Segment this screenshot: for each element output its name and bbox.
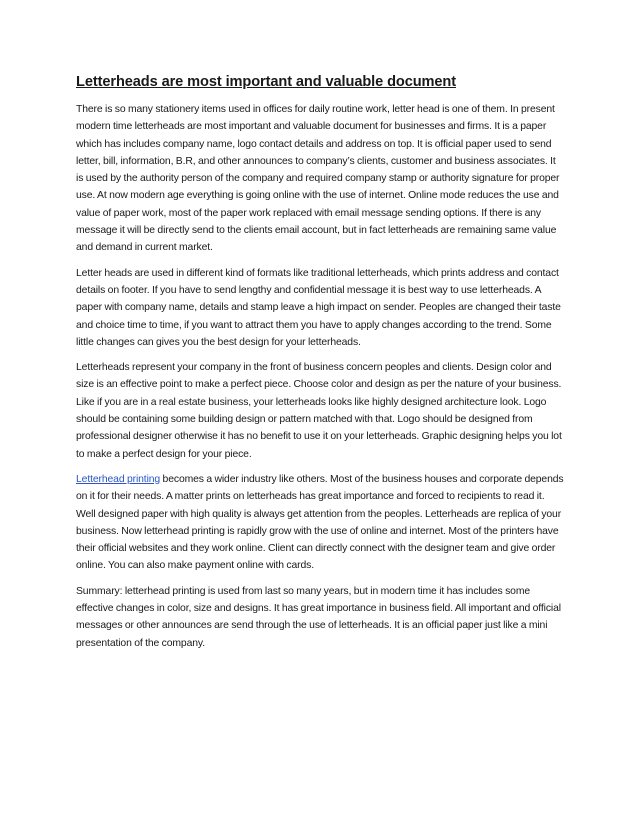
paragraph-intro <box>76 101 564 257</box>
letterhead-printing-link[interactable]: Letterhead printing <box>76 473 161 485</box>
paragraph-design <box>76 359 564 463</box>
paragraph-text: There is so many stationery items used in offices for daily routine work, letter head is one of them. In present modern time letterheads are most important and valuable document for businesses and firms. It is a paper which has includes company name, logo contact details and address on top. It is official paper used to send letter, bill, information, B.R, and other announces to company’s clients, customer and business associates. It is used by the authority person of the company and required company stamp or authority signature for proper use. At now modern age everything is going online with the use of internet. Online mode reduces the use and value of paper work, most of the paper work replaced with email message sending options. If there is any message it will be directly send to the clients email account, but in fact letterheads are remaining same value and demand in current market. <box>76 104 560 254</box>
paragraph-formats <box>76 265 564 351</box>
paragraph-printing <box>76 471 564 575</box>
paragraph-text: Summary: letterhead printing is used from last so many years, but in modern time it has includes some effective changes in color, size and designs. It has great importance in business field. All important and official messages or other announces are send through the use of letterheads. It is an official paper just like a mini presentation of the company. <box>76 585 561 649</box>
document-page <box>76 72 564 660</box>
paragraph-summary <box>76 583 564 652</box>
paragraph-text: Letterheads represent your company in the front of business concern peoples and clients. Design color and size is an effective point to make a perfect piece. Choose color and design as per the nature of your business. Like if you are in a real estate business, your letterheads looks like highly designed architecture look. Logo should be containing some building design or pattern matched with that. Logo should be designed from professional designer otherwise it has no benefit to use it on your letterheads. Graphic designing helps you lot to make a perfect design for your piece. <box>76 362 562 460</box>
document-title: Letterheads are most important and valuable document <box>76 74 456 90</box>
paragraph-text: Letter heads are used in different kind of formats like traditional letterheads, which prints address and contact details on footer. If you have to send lengthy and confidential message it is best way to use letterheads. A paper with company name, details and stamp leave a high impact on sender. Peoples are changed their taste and choice time to time, if you want to attract them you have to apply changes according to the trend. Some little changes can gives you the best design for your letterheads. <box>76 267 561 348</box>
paragraph-text: becomes a wider industry like others. Most of the business houses and corporate depends on it for their needs. A matter prints on letterheads has great importance and forced to recipients to read it. Well designed paper with high quality is always get attention from the peoples. Letterheads are replica of your business. Now letterhead printing is rapidly grow with the use of online and internet. Most of the printers have their official websites and they work online. Client can directly connect with the designer team and give order online. You can also make payment online with cards. <box>76 473 564 572</box>
